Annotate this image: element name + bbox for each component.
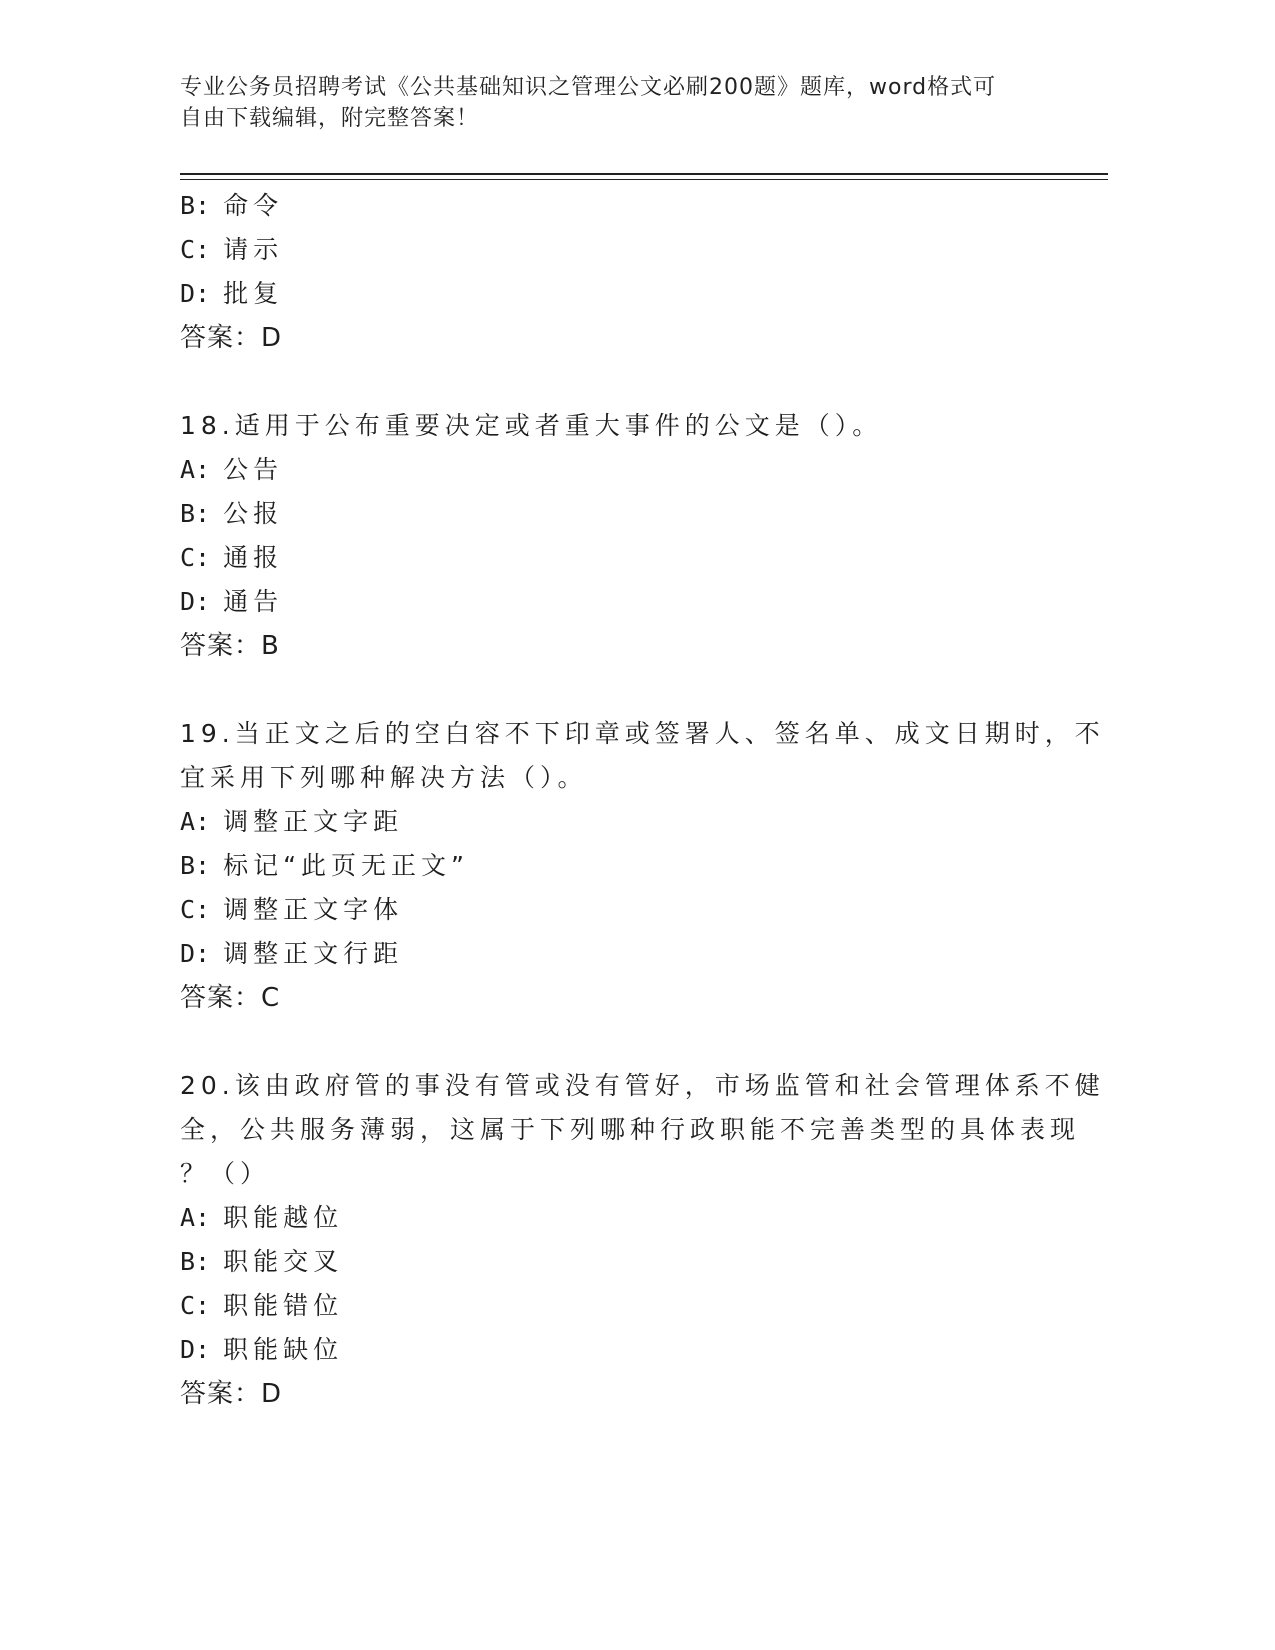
option-d	[180, 580, 1060, 624]
option-letter: D:	[180, 939, 211, 968]
option-d	[180, 1328, 1060, 1372]
option-letter: C:	[180, 235, 211, 264]
option-b	[180, 1240, 1060, 1284]
option-text: 职能交叉	[223, 1247, 344, 1276]
option-text: 调整正文行距	[223, 939, 404, 968]
header-line-1: 专业公务员招聘考试《公共基础知识之管理公文必刷200题》题库，word格式可	[180, 75, 997, 100]
option-text: 公报	[223, 499, 284, 528]
header-divider-thin	[180, 179, 1108, 180]
option-b	[180, 184, 1060, 228]
option-c	[180, 536, 1060, 580]
question-19	[180, 712, 1105, 1020]
option-text: 调整正文字体	[223, 895, 404, 924]
option-text: 公告	[223, 455, 284, 484]
option-text: 调整正文字距	[223, 807, 404, 836]
question-18	[180, 404, 1060, 668]
question-content	[180, 184, 1105, 1416]
option-letter: C:	[180, 895, 211, 924]
option-c	[180, 228, 1060, 272]
option-b	[180, 844, 1060, 888]
header-divider-thick	[180, 173, 1108, 175]
question-text-line-2: 全，公共服务薄弱，这属于下列哪种行政职能不完善类型的具体表现	[180, 1115, 1081, 1144]
header-line-2: 自由下载编辑，附完整答案！	[180, 106, 480, 131]
option-text: 请示	[223, 235, 284, 264]
question-17-continued	[180, 184, 1060, 360]
option-c	[180, 888, 1060, 932]
question-text: 18.适用于公布重要决定或者重大事件的公文是（）。	[180, 411, 883, 440]
option-text: 职能错位	[223, 1291, 344, 1320]
option-letter: C:	[180, 1291, 211, 1320]
option-letter: B:	[180, 1247, 211, 1276]
option-letter: A:	[180, 1203, 211, 1232]
option-a	[180, 448, 1060, 492]
option-letter: B:	[180, 191, 211, 220]
question-text-line-1: 20.该由政府管的事没有管或没有管好，市场监管和社会管理体系不健	[180, 1071, 1105, 1100]
option-d	[180, 932, 1060, 976]
option-c	[180, 1284, 1060, 1328]
option-letter: B:	[180, 499, 211, 528]
spacer	[180, 1020, 1060, 1064]
question-text-line-1: 19.当正文之后的空白容不下印章或签署人、签名单、成文日期时，不	[180, 719, 1105, 748]
option-text: 批复	[223, 279, 284, 308]
answer-line: 答案：D	[180, 1379, 283, 1409]
question-text-line-3: ？（）	[180, 1159, 271, 1188]
option-letter: D:	[180, 587, 211, 616]
document-header	[180, 72, 1060, 134]
option-letter: D:	[180, 1335, 211, 1364]
option-text: 职能越位	[223, 1203, 344, 1232]
option-d	[180, 272, 1060, 316]
option-letter: D:	[180, 279, 211, 308]
option-text: 通告	[223, 587, 284, 616]
question-text-line-2: 宜采用下列哪种解决方法（）。	[180, 763, 588, 792]
answer-line: 答案：D	[180, 323, 283, 353]
answer-line: 答案：C	[180, 983, 281, 1013]
option-a	[180, 1196, 1060, 1240]
option-a	[180, 800, 1060, 844]
option-letter: B:	[180, 851, 211, 880]
spacer	[180, 668, 1060, 712]
question-20	[180, 1064, 1105, 1416]
spacer	[180, 360, 1060, 404]
option-text: 标记“此页无正文”	[223, 851, 469, 880]
option-letter: C:	[180, 543, 211, 572]
option-text: 命令	[223, 191, 284, 220]
option-text: 职能缺位	[223, 1335, 344, 1364]
option-letter: A:	[180, 455, 211, 484]
option-text: 通报	[223, 543, 284, 572]
option-letter: A:	[180, 807, 211, 836]
answer-line: 答案：B	[180, 631, 280, 661]
option-b	[180, 492, 1060, 536]
